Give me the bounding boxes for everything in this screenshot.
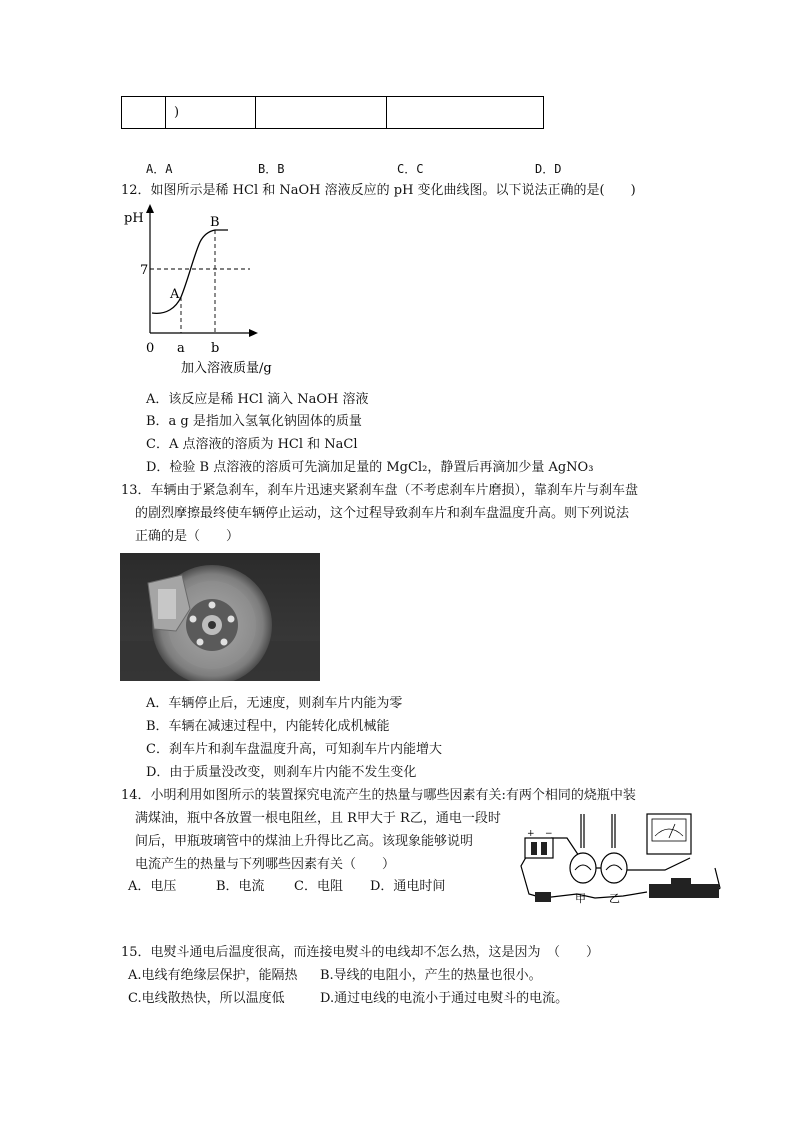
q11-option-b: B．B (258, 162, 285, 176)
table-cell (122, 97, 166, 129)
x-axis-label: 加入溶液质量/g (181, 361, 272, 376)
q14-option-b: B．电流 (216, 879, 265, 894)
battery-box (525, 838, 553, 858)
q13-option-a: A．车辆停止后，无速度，则刹车片内能为零 (146, 696, 403, 711)
q13-stem-line-3: 正确的是（ ） (135, 529, 240, 544)
svg-text:+: + (527, 829, 535, 839)
x-axis-arrow (249, 329, 258, 337)
flask-jia (570, 853, 596, 883)
q12-option-a: A．该反应是稀 HCl 滴入 NaOH 溶液 (146, 392, 369, 407)
q14-stem-line-2: 满煤油，瓶中各放置一根电阻丝，且 R甲大于 R乙，通电一段时 (135, 811, 501, 826)
table-cell (387, 97, 544, 129)
q12-option-b: B．a g 是指加入氢氧化钠固体的质量 (146, 414, 362, 429)
circuit-diagram (515, 808, 725, 908)
y-axis-arrow (146, 204, 154, 213)
q15-option-c: C.电线散热快，所以温度低 (128, 991, 285, 1006)
x-tick-a: a (177, 341, 185, 356)
svg-text:−: − (545, 829, 553, 839)
x-tick-0: 0 (146, 341, 155, 356)
x-tick-b: b (211, 341, 220, 356)
q12-option-c: C．A 点溶液的溶质为 HCl 和 NaCl (146, 437, 358, 452)
flask-label-jia: 甲 (575, 892, 586, 905)
point-a-label: A (170, 287, 180, 302)
table-cell: ) (166, 97, 256, 129)
y-tick-7: 7 (140, 263, 149, 278)
point-b-label: B (210, 215, 220, 230)
flask-yi (601, 853, 627, 883)
q13-option-c: C．刹车片和刹车盘温度升高，可知刹车片内能增大 (146, 742, 442, 757)
q14-stem-line-3: 间后，甲瓶玻璃管中的煤油上升得比乙高。该现象能够说明 (135, 834, 474, 849)
q12-option-d: D．检验 B 点溶液的溶质可先滴加足量的 MgCl₂，静置后再滴加少量 AgNO₃ (146, 460, 594, 475)
table-cell (256, 97, 387, 129)
flask-label-yi: 乙 (609, 892, 620, 905)
q13-stem-line-2: 的剧烈摩擦最终使车辆停止运动，这个过程导致刹车片和刹车盘温度升高。则下列说法 (135, 506, 630, 521)
q13-stem-line-1: 13．车辆由于紧急刹车，刹车片迅速夹紧刹车盘（不考虑刹车片磨损），靠刹车片与刹车盘 (121, 483, 639, 498)
q15-option-b: B.导线的电阻小，产生的热量也很小。 (320, 968, 542, 983)
q13-option-b: B．车辆在减速过程中，内能转化成机械能 (146, 719, 390, 734)
q11-option-c: C．C (397, 162, 424, 176)
q15-stem: 15．电熨斗通电后温度很高，而连接电熨斗的电线却不怎么热，这是因为 （ ） (121, 945, 600, 960)
q14-option-a: A．电压 (128, 879, 177, 894)
ph-curve-chart (118, 200, 278, 380)
q14-option-c: C．电阻 (294, 879, 343, 894)
switch-icon (535, 892, 551, 902)
q14-stem-line-4: 电流产生的热量与下列哪些因素有关（ ） (135, 857, 396, 872)
q11-option-d: D．D (535, 162, 562, 176)
q12-stem: 12．如图所示是稀 HCl 和 NaOH 溶液反应的 pH 变化曲线图。以下说法正确的是( ) (121, 183, 636, 198)
ph-curve (152, 230, 228, 313)
brake-disc-photo (120, 553, 320, 681)
q14-stem-line-1: 14．小明利用如图所示的装置探究电流产生的热量与哪些因素有关:有两个相同的烧瓶中装 (121, 788, 636, 803)
q11-option-a: A．A (146, 162, 173, 176)
q13-option-d: D．由于质量没改变，则刹车片内能不发生变化 (146, 765, 417, 780)
q14-option-d: D．通电时间 (370, 879, 446, 894)
q15-option-a: A.电线有绝缘层保护，能隔热 (128, 968, 298, 983)
q15-option-d: D.通过电线的电流小于通过电熨斗的电流。 (320, 991, 569, 1006)
answer-table (121, 96, 544, 129)
y-axis-label: pH (124, 211, 144, 226)
rheostat (649, 884, 719, 898)
